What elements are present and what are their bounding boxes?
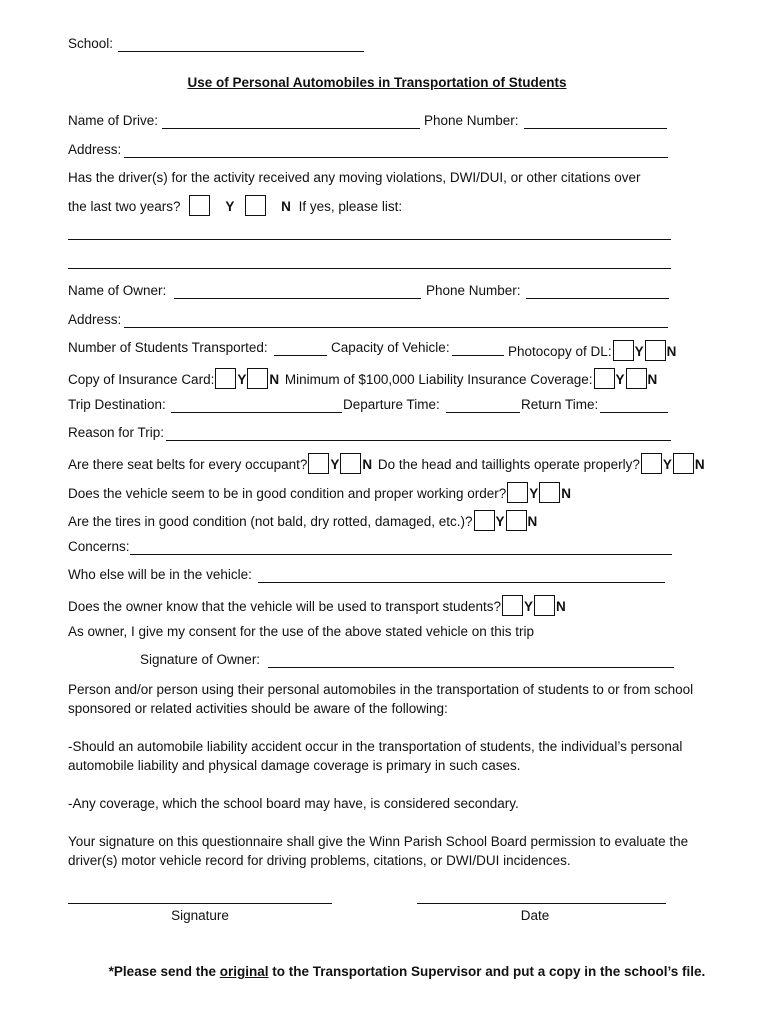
violations-list-line-1[interactable] [68, 239, 671, 240]
insurance-card-label: Copy of Insurance Card: [68, 372, 215, 387]
seat-belts-no-label: N [362, 457, 373, 472]
photocopy-dl-yes-checkbox[interactable] [613, 340, 634, 361]
photocopy-dl-no-label: N [666, 344, 677, 359]
signature-field[interactable] [68, 903, 332, 904]
condition-no-label: N [561, 486, 572, 501]
owner-knows-yes-label: Y [524, 599, 534, 614]
seat-belts-yes-checkbox[interactable] [308, 453, 329, 474]
tires-row [68, 510, 537, 531]
violations-yes-label: Y [225, 199, 235, 214]
driver-address-label: Address: [68, 142, 122, 157]
signature-label: Signature [171, 908, 229, 923]
concerns-label: Concerns: [68, 539, 130, 554]
insurance-card-yes-label: Y [237, 372, 247, 387]
lights-yes-label: Y [662, 457, 672, 472]
driver-name-label: Name of Drive: [68, 113, 159, 128]
photocopy-dl-row [508, 340, 676, 361]
lights-no-label: N [694, 457, 705, 472]
condition-yes-label: Y [529, 486, 539, 501]
owner-knows-row [68, 595, 566, 616]
who-else-label: Who else will be in the vehicle: [68, 567, 252, 582]
students-transported-field[interactable] [274, 355, 327, 356]
violations-question: Has the driver(s) for the activity received any moving violations, DWI/DUI, or other citations over [68, 170, 641, 185]
school-label: School: [68, 36, 114, 51]
reason-label: Reason for Trip: [68, 425, 165, 440]
trip-destination-field[interactable] [171, 412, 342, 413]
min-liability-no-label: N [647, 372, 658, 387]
insurance-card-yes-checkbox[interactable] [215, 368, 236, 389]
tires-yes-label: Y [495, 514, 505, 529]
owner-knows-yes-checkbox[interactable] [502, 595, 523, 616]
driver-phone-label: Phone Number: [424, 113, 519, 128]
insurance-card-no-checkbox[interactable] [247, 368, 268, 389]
owner-knows-no-label: N [556, 599, 566, 614]
condition-row [68, 482, 571, 503]
min-liability-yes-checkbox[interactable] [594, 368, 615, 389]
insurance-card-no-label: N [269, 372, 280, 387]
owner-knows-question: Does the owner know that the vehicle will be used to transport students? [68, 599, 501, 614]
owner-address-field[interactable] [124, 327, 668, 328]
owner-name-field[interactable] [174, 298, 421, 299]
capacity-label: Capacity of Vehicle: [331, 340, 450, 355]
seat-belts-question: Are there seat belts for every occupant? [68, 457, 308, 472]
concerns-field[interactable] [130, 554, 672, 555]
seat-belts-no-checkbox[interactable] [340, 453, 361, 474]
driver-address-field[interactable] [124, 157, 668, 158]
insurance-row [68, 368, 657, 389]
owner-address-label: Address: [68, 312, 122, 327]
owner-knows-no-checkbox[interactable] [534, 595, 555, 616]
tires-question: Are the tires in good condition (not bald, dry rotted, damaged, etc.)? [68, 514, 473, 529]
condition-question: Does the vehicle seem to be in good condition and proper working order? [68, 486, 507, 501]
coverage-paragraph: -Any coverage, which the school board may have, is considered secondary. [68, 796, 519, 811]
departure-time-field[interactable] [446, 412, 520, 413]
seat-belts-yes-label: Y [330, 457, 340, 472]
signature-of-owner-label: Signature of Owner: [140, 652, 261, 667]
lights-yes-checkbox[interactable] [641, 453, 662, 474]
footer-prefix: *Please send the [108, 964, 220, 979]
condition-yes-checkbox[interactable] [507, 482, 528, 503]
tires-yes-checkbox[interactable] [474, 510, 495, 531]
signature-of-owner-field[interactable] [268, 667, 674, 668]
owner-phone-label: Phone Number: [426, 283, 521, 298]
school-field[interactable] [118, 51, 364, 52]
min-liability-no-checkbox[interactable] [626, 368, 647, 389]
return-time-field[interactable] [600, 412, 668, 413]
who-else-field[interactable] [258, 582, 665, 583]
return-time-label: Return Time: [521, 397, 599, 412]
photocopy-dl-no-checkbox[interactable] [645, 340, 666, 361]
date-field[interactable] [417, 903, 666, 904]
date-label: Date [520, 908, 550, 923]
violations-no-label: N [281, 199, 291, 214]
liability-paragraph: -Should an automobile liability accident occur in the transportation of students, the individual’s personal automobile liability and physical damage coverage is primary in such cases. [68, 739, 683, 773]
condition-no-checkbox[interactable] [539, 482, 560, 503]
form-title: Use of Personal Automobiles in Transportation of Students [187, 75, 567, 90]
departure-time-label: Departure Time: [343, 397, 440, 412]
violations-question-line2 [68, 195, 402, 216]
violations-no-checkbox[interactable] [245, 195, 266, 216]
tires-no-label: N [527, 514, 538, 529]
if-yes-list-label: If yes, please list: [298, 199, 403, 214]
students-transported-label: Number of Students Transported: [68, 340, 268, 355]
trip-destination-label: Trip Destination: [68, 397, 166, 412]
violations-question-text: the last two years? [68, 199, 181, 214]
reason-field[interactable] [166, 440, 671, 441]
footer-original: original [219, 964, 269, 979]
owner-phone-field[interactable] [526, 298, 669, 299]
min-liability-yes-label: Y [615, 372, 625, 387]
seat-belts-row [68, 453, 705, 474]
owner-consent: As owner, I give my consent for the use of the above stated vehicle on this trip [68, 624, 535, 639]
photocopy-dl-yes-label: Y [634, 344, 644, 359]
footer-suffix: to the Transportation Supervisor and put a copy in the school’s file. [268, 964, 706, 979]
lights-no-checkbox[interactable] [673, 453, 694, 474]
violations-yes-checkbox[interactable] [189, 195, 210, 216]
notice-paragraph: Person and/or person using their personal automobiles in the transportation of students to or from school sponsored or related activities should be aware of the following: [68, 682, 694, 716]
footer-note [0, 964, 770, 979]
violations-list-line-2[interactable] [68, 268, 671, 269]
photocopy-dl-label: Photocopy of DL: [508, 344, 612, 359]
permission-paragraph: Your signature on this questionnaire shall give the Winn Parish School Board permission to evaluate the driver(s) motor vehicle record for driving problems, citations, or DWI/DUI incidences. [68, 834, 689, 868]
min-liability-label: Minimum of $100,000 Liability Insurance Coverage: [284, 372, 593, 387]
driver-phone-field[interactable] [524, 128, 667, 129]
owner-name-label: Name of Owner: [68, 283, 167, 298]
tires-no-checkbox[interactable] [506, 510, 527, 531]
driver-name-field[interactable] [162, 128, 420, 129]
lights-question: Do the head and taillights operate properly? [377, 457, 640, 472]
capacity-field[interactable] [452, 355, 504, 356]
